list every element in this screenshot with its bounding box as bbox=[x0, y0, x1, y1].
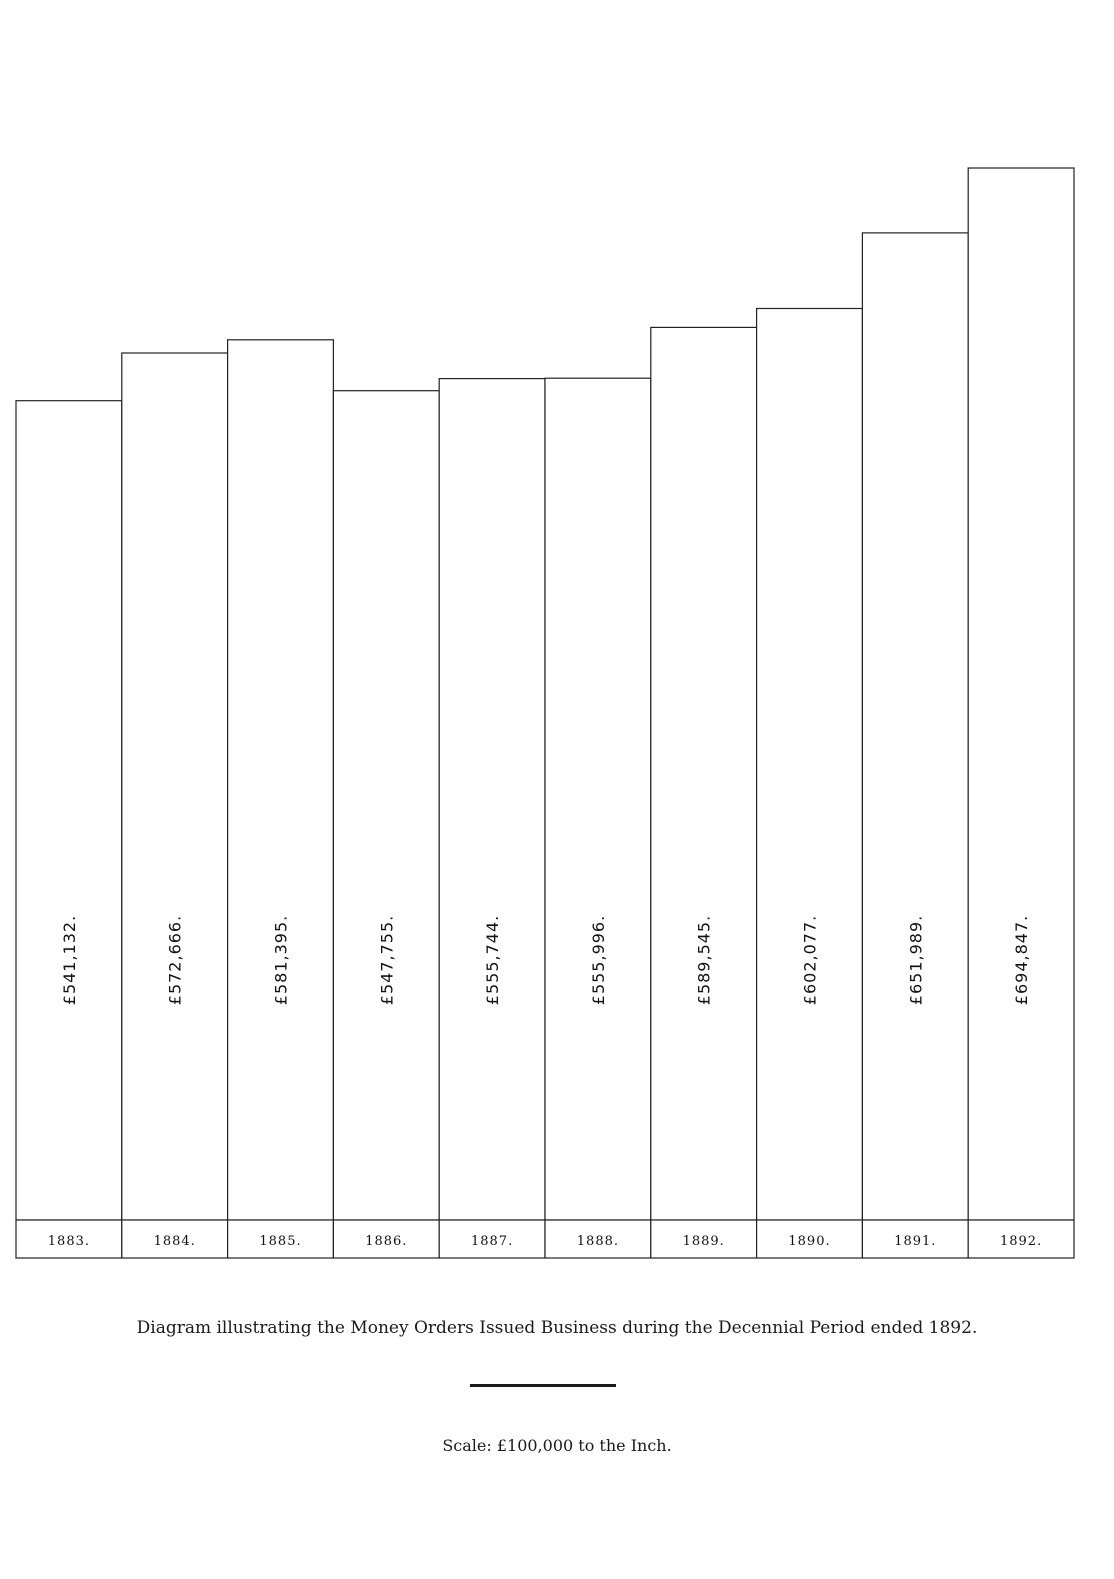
year-label: 1887. bbox=[470, 1234, 514, 1249]
bar-value-label: £555,996. bbox=[588, 914, 608, 1006]
year-row bbox=[16, 1220, 1074, 1258]
bar bbox=[651, 327, 757, 1220]
year-label: 1886. bbox=[365, 1234, 408, 1249]
bar-value-label: £602,077. bbox=[800, 914, 820, 1006]
year-label: 1885. bbox=[259, 1234, 302, 1249]
bar-value-label: £555,744. bbox=[483, 914, 503, 1006]
year-label: 1888. bbox=[576, 1234, 620, 1249]
year-label: 1889. bbox=[682, 1234, 725, 1249]
bar-value-label: £541,132. bbox=[59, 914, 79, 1006]
bar bbox=[16, 401, 122, 1220]
bar bbox=[439, 379, 545, 1220]
bar-value-label: £694,847. bbox=[1012, 914, 1032, 1006]
bar bbox=[545, 378, 651, 1220]
bar bbox=[122, 353, 228, 1220]
bar bbox=[757, 309, 863, 1221]
divider-rule bbox=[470, 1384, 616, 1387]
bar bbox=[228, 340, 334, 1220]
bar-value-label: £589,545. bbox=[694, 914, 714, 1006]
bar bbox=[333, 391, 439, 1220]
bar bbox=[862, 233, 968, 1220]
chart-title: Diagram illustrating the Money Orders Issued Business during the Decennial Period ended 1892. bbox=[136, 1318, 978, 1338]
bar-value-label: £572,666. bbox=[165, 914, 185, 1006]
year-label: 1884. bbox=[153, 1234, 196, 1249]
bar-value-label: £547,755. bbox=[377, 914, 397, 1006]
bar bbox=[968, 168, 1074, 1220]
bar-value-label: £651,989. bbox=[906, 914, 926, 1006]
year-label: 1891. bbox=[894, 1234, 937, 1249]
year-label: 1890. bbox=[788, 1234, 831, 1249]
year-label: 1892. bbox=[999, 1234, 1043, 1249]
bars-group bbox=[16, 168, 1074, 1220]
year-label: 1883. bbox=[47, 1234, 91, 1249]
scale-note: Scale: £100,000 to the Inch. bbox=[442, 1436, 672, 1455]
bar-value-label: £581,395. bbox=[271, 914, 291, 1006]
